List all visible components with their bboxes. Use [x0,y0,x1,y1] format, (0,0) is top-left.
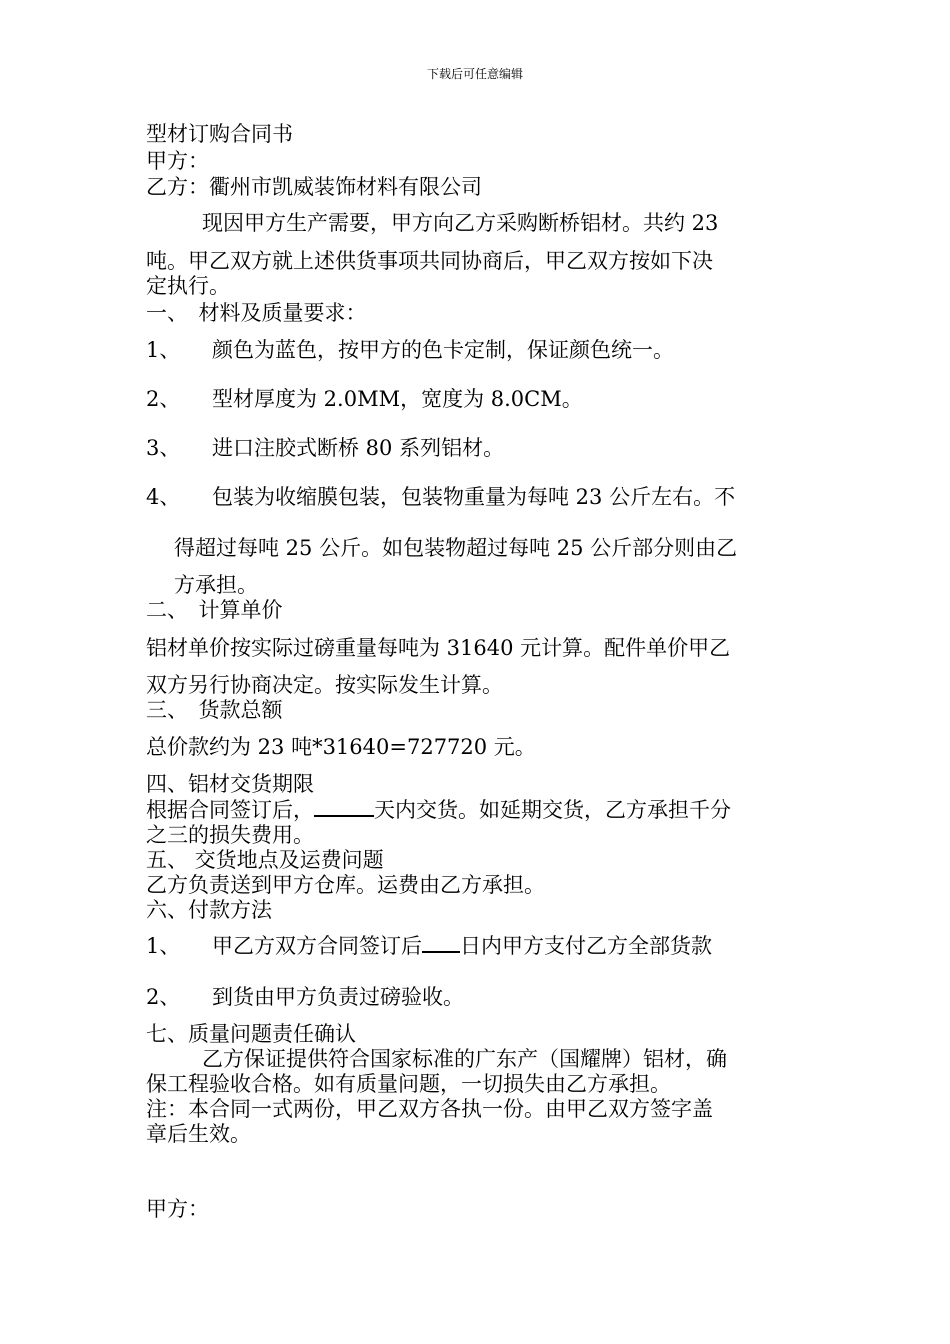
section-7-line-2: 保工程验收合格。如有质量问题，一切损失由乙方承担。 [146,1072,671,1096]
section-3-heading: 三、 货款总额 [146,698,283,722]
item-number: 4、 [146,485,181,509]
item-text: 日内甲方支付乙方全部货款 [460,934,712,958]
section-1-item-3 [146,435,504,461]
party-a-line: 甲方： [146,149,209,173]
intro-line-2: 吨。甲乙双方就上述供货事项共同协商后，甲乙双方按如下决 [146,249,713,273]
section-6-item-2 [146,984,464,1010]
section-2-line-1: 铝材单价按实际过磅重量每吨为 31640 元计算。配件单价甲乙 [146,636,731,660]
section-1-item-4-cont-2: 方承担。 [174,573,258,597]
note-line-2: 章后生效。 [146,1122,251,1146]
party-b-line: 乙方：衢州市凯威装饰材料有限公司 [146,175,482,199]
section-1-item-2 [146,386,583,412]
days-blank [422,933,460,953]
section-2-heading: 二、 计算单价 [146,598,283,622]
section-7-heading: 七、质量问题责任确认 [146,1022,356,1046]
item-number: 1、 [146,338,181,362]
section-6-item-1 [146,933,712,959]
item-text: 到货由甲方负责过磅验收。 [212,985,464,1009]
section-4-line-1 [146,797,731,823]
item-number: 2、 [146,985,181,1009]
section-4-heading: 四、铝材交货期限 [146,772,314,796]
intro-line-3: 定执行。 [146,274,230,298]
signature-party-a: 甲方： [146,1197,209,1221]
section-5-line-1: 乙方负责送到甲方仓库。运费由乙方承担。 [146,873,545,897]
section-1-item-4-cont-1: 得超过每吨 25 公斤。如包装物超过每吨 25 公斤部分则由乙 [174,536,738,560]
section-7-line-1: 乙方保证提供符合国家标准的广东产（国耀牌）铝材，确 [202,1047,727,1071]
intro-line-1: 现因甲方生产需要，甲方向乙方采购断桥铝材。共约 23 [202,211,719,235]
item-text: 型材厚度为 2.0MM，宽度为 8.0CM。 [212,387,583,411]
note-line-1: 注：本合同一式两份，甲乙双方各执一份。由甲乙双方签字盖 [146,1097,713,1121]
section-1-heading: 一、 材料及质量要求： [146,301,367,325]
days-blank [314,797,374,817]
item-text: 包装为收缩膜包装，包装物重量为每吨 23 公斤左右。不 [212,485,736,509]
item-number: 3、 [146,436,181,460]
item-text: 进口注胶式断桥 80 系列铝材。 [212,436,505,460]
line-text: 根据合同签订后， [146,798,314,822]
section-5-heading: 五、 交货地点及运费问题 [146,848,384,872]
section-4-line-2: 之三的损失费用。 [146,823,314,847]
section-3-line-1: 总价款约为 23 吨*31640=727720 元。 [146,735,536,759]
section-1-item-1 [146,337,674,363]
section-6-heading: 六、付款方法 [146,898,272,922]
line-text: 天内交货。如延期交货，乙方承担千分 [374,798,731,822]
item-number: 1、 [146,934,181,958]
item-number: 2、 [146,387,181,411]
section-1-item-4 [146,484,735,510]
item-text: 甲乙方双方合同签订后 [212,934,422,958]
page-header: 下载后可任意编辑 [426,67,523,81]
doc-title: 型材订购合同书 [146,122,293,146]
item-text: 颜色为蓝色，按甲方的色卡定制，保证颜色统一。 [212,338,674,362]
section-2-line-2: 双方另行协商决定。按实际发生计算。 [146,673,503,697]
